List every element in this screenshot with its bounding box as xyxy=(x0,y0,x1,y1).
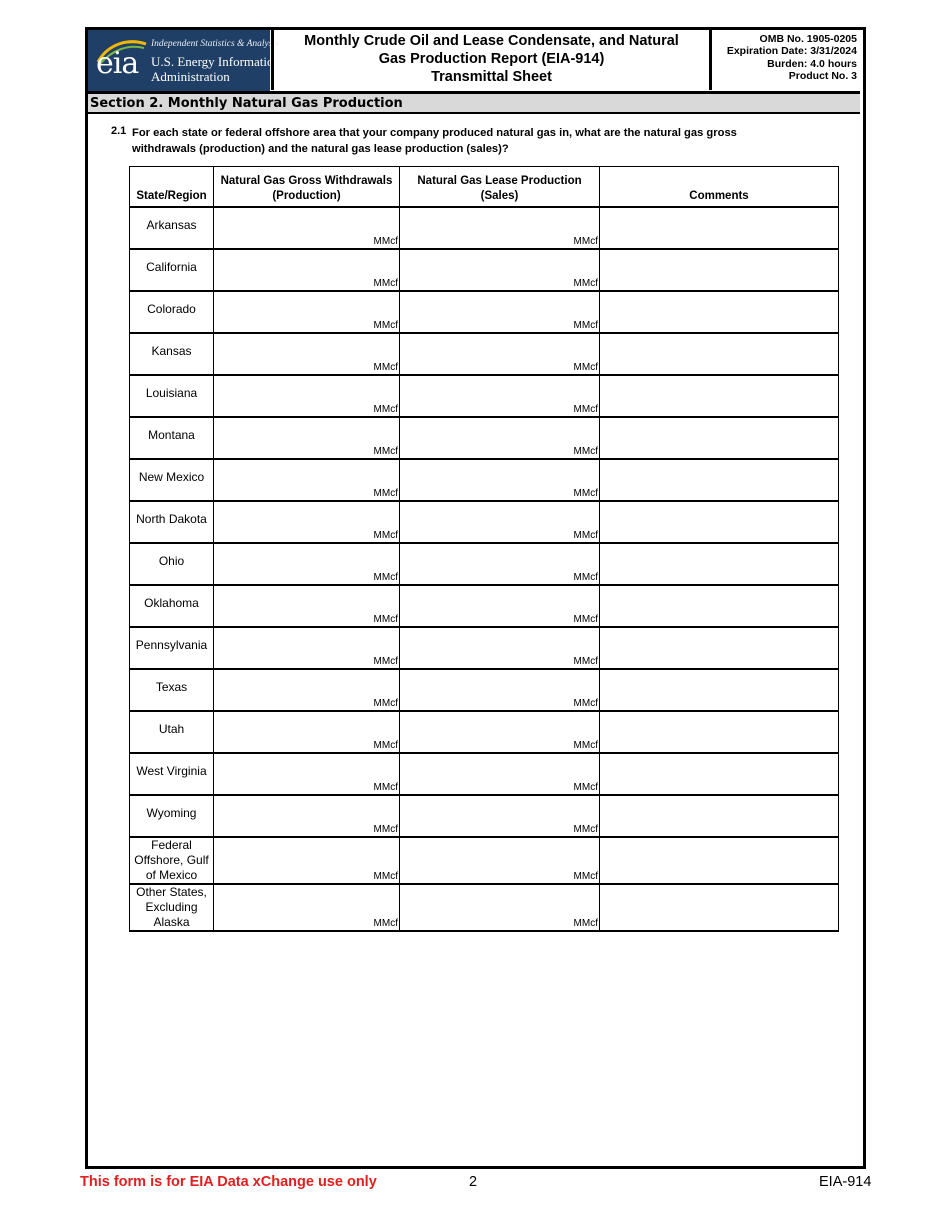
unit-label: MMcf xyxy=(573,236,598,247)
state-region-label: Colorado xyxy=(147,302,196,316)
unit-label: MMcf xyxy=(373,320,398,331)
state-region-cell xyxy=(130,585,214,627)
gross-withdrawals-input[interactable] xyxy=(214,884,400,931)
lease-production-input[interactable] xyxy=(400,837,600,884)
comments-input[interactable] xyxy=(600,207,839,249)
state-region-cell xyxy=(130,627,214,669)
state-region-label: Oklahoma xyxy=(144,596,199,610)
unit-label: MMcf xyxy=(373,446,398,457)
title-line-3: Transmittal Sheet xyxy=(431,69,552,85)
lease-production-input[interactable] xyxy=(400,585,600,627)
unit-label: MMcf xyxy=(573,362,598,373)
gross-withdrawals-input[interactable] xyxy=(214,207,400,249)
page-number: 2 xyxy=(469,1174,478,1190)
unit-label: MMcf xyxy=(573,572,598,583)
lease-production-input[interactable] xyxy=(400,711,600,753)
unit-label: MMcf xyxy=(573,320,598,331)
unit-label: MMcf xyxy=(373,871,398,882)
comments-input[interactable] xyxy=(600,459,839,501)
state-region-label: Arkansas xyxy=(146,218,197,232)
gross-withdrawals-input[interactable] xyxy=(214,375,400,417)
table-row xyxy=(130,375,839,417)
gross-withdrawals-input[interactable] xyxy=(214,795,400,837)
lease-production-input[interactable] xyxy=(400,753,600,795)
lease-production-input[interactable] xyxy=(400,669,600,711)
burden: Burden: 4.0 hours xyxy=(767,57,857,70)
logo-agency-line1: U.S. Energy Information xyxy=(151,54,281,69)
comments-input[interactable] xyxy=(600,711,839,753)
eia-logo xyxy=(88,30,281,91)
lease-production-input[interactable] xyxy=(400,291,600,333)
table-row xyxy=(130,291,839,333)
footer-notice: This form is for EIA Data xChange use only xyxy=(80,1174,377,1190)
logo-agency-line2: Administration xyxy=(151,69,230,84)
unit-label: MMcf xyxy=(573,530,598,541)
unit-label: MMcf xyxy=(373,404,398,415)
comments-input[interactable] xyxy=(600,837,839,884)
unit-label: MMcf xyxy=(373,824,398,835)
lease-production-input[interactable] xyxy=(400,543,600,585)
unit-label: MMcf xyxy=(573,782,598,793)
omb-info xyxy=(716,33,858,89)
table-row xyxy=(130,711,839,753)
state-region-label-line: Federal xyxy=(151,838,192,852)
table-row xyxy=(130,884,839,931)
lease-production-input[interactable] xyxy=(400,249,600,291)
title-line-2: Gas Production Report (EIA-914) xyxy=(378,51,605,67)
product-number: Product No. 3 xyxy=(788,70,857,83)
unit-label: MMcf xyxy=(373,236,398,247)
unit-label: MMcf xyxy=(373,362,398,373)
unit-label: MMcf xyxy=(373,278,398,289)
unit-label: MMcf xyxy=(573,614,598,625)
unit-label: MMcf xyxy=(573,918,598,929)
state-region-label-line: Other States, xyxy=(136,885,207,899)
header-comments: Comments xyxy=(600,167,839,208)
comments-input[interactable] xyxy=(600,669,839,711)
state-region-cell xyxy=(130,501,214,543)
unit-label: MMcf xyxy=(573,404,598,415)
unit-label: MMcf xyxy=(573,446,598,457)
comments-input[interactable] xyxy=(600,753,839,795)
lease-production-input[interactable] xyxy=(400,627,600,669)
comments-input[interactable] xyxy=(600,585,839,627)
table-row xyxy=(130,459,839,501)
state-region-label: North Dakota xyxy=(136,512,207,526)
state-region-cell xyxy=(130,291,214,333)
comments-input[interactable] xyxy=(600,375,839,417)
state-region-label: Kansas xyxy=(151,344,192,358)
state-region-label: Utah xyxy=(158,722,185,736)
comments-input[interactable] xyxy=(600,884,839,931)
comments-input[interactable] xyxy=(600,291,839,333)
comments-input[interactable] xyxy=(600,627,839,669)
state-region-cell xyxy=(130,837,214,884)
gross-withdrawals-input[interactable] xyxy=(214,333,400,375)
unit-label: MMcf xyxy=(573,278,598,289)
table-header-row xyxy=(130,167,839,208)
lease-production-input[interactable] xyxy=(400,884,600,931)
lease-production-input[interactable] xyxy=(400,333,600,375)
gross-withdrawals-input[interactable] xyxy=(214,627,400,669)
unit-label: MMcf xyxy=(373,530,398,541)
question-text: For each state or federal offshore area that your company produced natural gas in, what are the natural gas gross withdrawals (production) and the natural gas lease production (sales)? xyxy=(132,127,737,155)
gross-withdrawals-input[interactable] xyxy=(214,711,400,753)
table-row xyxy=(130,753,839,795)
state-region-cell xyxy=(130,207,214,249)
question-number: 2.1 xyxy=(111,125,127,137)
table-row xyxy=(130,249,839,291)
gross-withdrawals-input[interactable] xyxy=(214,543,400,585)
gross-withdrawals-input[interactable] xyxy=(214,501,400,543)
state-region-cell xyxy=(130,333,214,375)
unit-label: MMcf xyxy=(573,698,598,709)
state-region-label-line: Alaska xyxy=(153,915,190,929)
unit-label: MMcf xyxy=(573,740,598,751)
table-row xyxy=(130,837,839,884)
state-region-label: West Virginia xyxy=(136,764,207,778)
gross-withdrawals-input[interactable] xyxy=(214,585,400,627)
omb-number: OMB No. 1905-0205 xyxy=(759,33,857,45)
gross-withdrawals-input[interactable] xyxy=(214,753,400,795)
state-region-label: New Mexico xyxy=(138,470,205,484)
unit-label: MMcf xyxy=(373,782,398,793)
gross-withdrawals-input[interactable] xyxy=(214,837,400,884)
gross-withdrawals-input[interactable] xyxy=(214,249,400,291)
lease-production-input[interactable] xyxy=(400,459,600,501)
state-region-label: Louisiana xyxy=(145,386,198,400)
state-region-cell xyxy=(130,884,214,931)
gross-withdrawals-input[interactable] xyxy=(214,669,400,711)
table-body xyxy=(130,207,839,931)
unit-label: MMcf xyxy=(373,918,398,929)
unit-label: MMcf xyxy=(573,656,598,667)
state-region-cell xyxy=(130,669,214,711)
state-region-cell xyxy=(130,543,214,585)
table-row xyxy=(130,627,839,669)
comments-input[interactable] xyxy=(600,249,839,291)
form-code: EIA-914 xyxy=(819,1174,872,1190)
state-region-cell xyxy=(130,753,214,795)
state-region-label-line: Offshore, Gulf xyxy=(134,853,209,867)
state-region-label: California xyxy=(146,260,197,274)
expiration-date: Expiration Date: 3/31/2024 xyxy=(726,45,857,58)
title-line-1: Monthly Crude Oil and Lease Condensate, and Natural xyxy=(304,33,679,49)
state-region-label: Ohio xyxy=(158,554,185,568)
header-gross-withdrawals: Natural Gas Gross Withdrawals (Production) xyxy=(214,167,400,208)
table-row xyxy=(130,417,839,459)
production-table xyxy=(129,166,839,932)
unit-label: MMcf xyxy=(373,740,398,751)
state-region-cell xyxy=(130,795,214,837)
unit-label: MMcf xyxy=(373,488,398,499)
table-row xyxy=(130,333,839,375)
unit-label: MMcf xyxy=(573,824,598,835)
comments-input[interactable] xyxy=(600,795,839,837)
comments-input[interactable] xyxy=(600,543,839,585)
header-lease-production: Natural Gas Lease Production (Sales) xyxy=(400,167,600,208)
table-row xyxy=(130,207,839,249)
state-region-label-line: Excluding xyxy=(145,900,198,914)
state-region-cell xyxy=(130,711,214,753)
state-region-label: Texas xyxy=(155,680,188,694)
unit-label: MMcf xyxy=(373,698,398,709)
lease-production-input[interactable] xyxy=(400,375,600,417)
state-region-label-line: of Mexico xyxy=(145,868,198,882)
state-region-label: Pennsylvania xyxy=(135,638,208,652)
unit-label: MMcf xyxy=(373,614,398,625)
header-state-region: State/Region xyxy=(130,167,214,208)
state-region-cell xyxy=(130,249,214,291)
unit-label: MMcf xyxy=(373,572,398,583)
state-region-label: Montana xyxy=(148,428,195,442)
lease-production-input[interactable] xyxy=(400,795,600,837)
state-region-cell xyxy=(130,417,214,459)
lease-production-input[interactable] xyxy=(400,417,600,459)
gross-withdrawals-input[interactable] xyxy=(214,417,400,459)
logo-tagline: Independent Statistics & Analysis xyxy=(151,39,279,49)
lease-production-input[interactable] xyxy=(400,207,600,249)
unit-label: MMcf xyxy=(573,871,598,882)
state-region-label: Wyoming xyxy=(146,806,197,820)
comments-input[interactable] xyxy=(600,501,839,543)
table-row xyxy=(130,669,839,711)
gross-withdrawals-input[interactable] xyxy=(214,459,400,501)
lease-production-input[interactable] xyxy=(400,501,600,543)
table-row xyxy=(130,543,839,585)
comments-input[interactable] xyxy=(600,333,839,375)
unit-label: MMcf xyxy=(373,656,398,667)
table-row xyxy=(130,585,839,627)
gross-withdrawals-input[interactable] xyxy=(214,291,400,333)
state-region-cell xyxy=(130,375,214,417)
section-title: Section 2. Monthly Natural Gas Production xyxy=(88,94,860,114)
unit-label: MMcf xyxy=(573,488,598,499)
table-row xyxy=(130,501,839,543)
table-row xyxy=(130,795,839,837)
state-region-cell xyxy=(130,459,214,501)
logo-mark: eia xyxy=(96,46,139,81)
comments-input[interactable] xyxy=(600,417,839,459)
form-title xyxy=(271,29,712,90)
